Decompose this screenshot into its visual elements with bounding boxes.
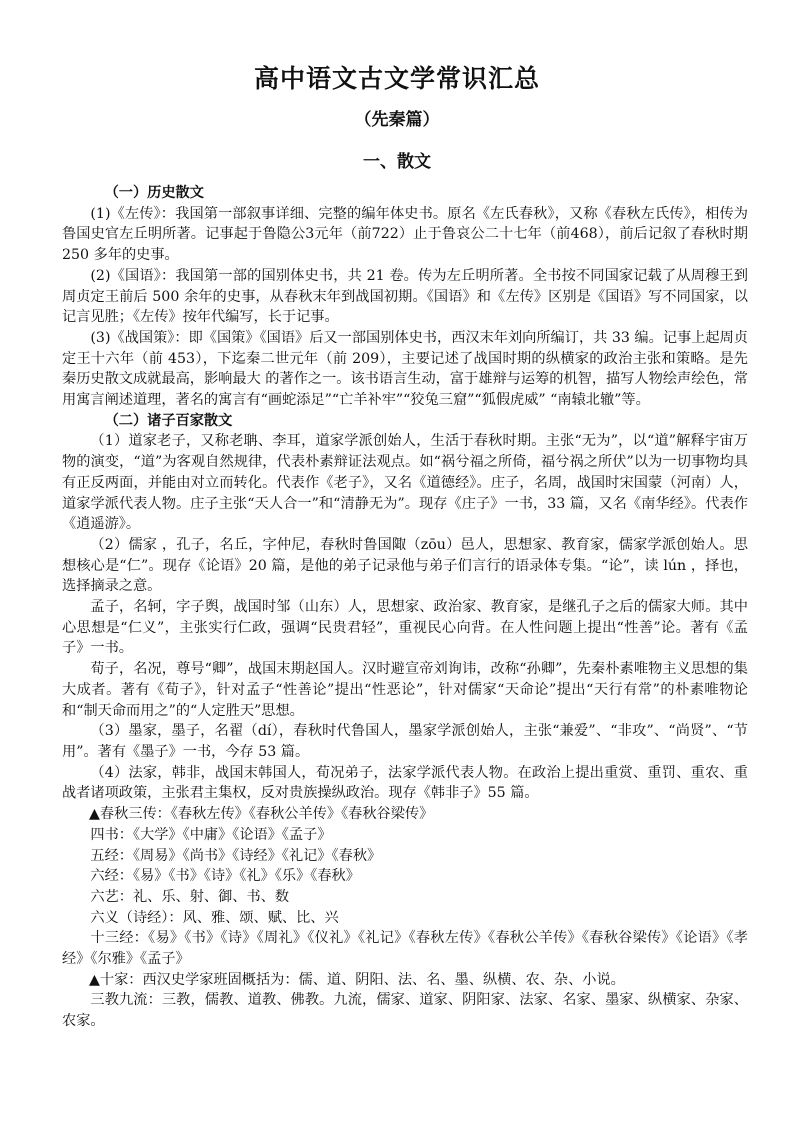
list-item-liuyi: 六艺：礼、乐、射、御、书、数 (90, 888, 290, 905)
paragraph-zhanguoce: (3)《战国策》：即《国策》《国语》后又一部国别体史书，西汉末年刘向所编订，共 33 编。记事上起周贞定王十六年（前 453），下迄秦二世元年（前 209），主要记述了战国时期的纵横家的政治主张和策略。是先秦历史散文成就最高，影响最大 的著作之一。该书语言生动，富于雄辩与运筹的机智，描写人物绘声绘色，常用寓言阐述道理，著名的寓言有“画蛇添足”“亡羊补牢”“狡兔三窟”“狐假虎威” “南辕北辙”等。 (62, 329, 748, 409)
list-item-liujing: 六经：《易》《书》《诗》《礼》《乐》《春秋》 (90, 868, 360, 885)
list-item-sishu: 四书：《大学》《中庸》《论语》《孟子》 (90, 826, 332, 843)
list-item-sanjiao-jiuliu: 三教九流：三教，儒教、道教、佛教。九流，儒家、道家、阴阳家、法家、名家、墨家、纵横家、杂家、农家。 (62, 992, 748, 1030)
document-title: 高中语文古文学常识汇总 (253, 64, 540, 93)
list-item-wujing: 五经：《周易》《尚书》《诗经》《礼记》《春秋》 (90, 847, 382, 864)
paragraph-rujia: （2）儒家 ，孔子，名丘，字仲尼，春秋时鲁国陬（zōu）邑人，思想家、教育家，儒家学派创始人。思想核心是“仁”。现存《论语》20 篇，是他的弟子记录他与弟子们言行的语录体专集。“论”，读 lún ，择也，选择摘录之意。 (62, 536, 748, 595)
list-item-chunqiu-sanzhuan: ▲春秋三传：《春秋左传》《春秋公羊传》《春秋谷梁传》 (88, 806, 434, 823)
paragraph-xunzi: 荀子，名况，尊号“卿”，战国末期赵国人。汉时避宣帝刘询讳，改称“孙卿”，先秦朴素唯物主义思想的集大成者。著有《荀子》，针对孟子“性善论”提出“性恶论”，针对儒家“天命论”提出“天行有常”的朴素唯物论和“制天命而用之”的“人定胜天”思想。 (62, 661, 748, 719)
document-subtitle: （先秦篇） (354, 110, 440, 130)
section-heading: 一、散文 (363, 152, 431, 172)
list-item-shisanjing: 十三经：《易》《书》《诗》《周礼》《仪礼》《礼记》《春秋左传》《春秋公羊传》《春秋谷梁传》《论语》《孝经》《尔雅》《孟子》 (62, 930, 748, 968)
list-item-liuyi-shijing: 六义（诗经）：风、雅、颂、赋、比、兴 (90, 909, 339, 926)
document-body (62, 183, 748, 1032)
subsection-heading-history: （一）历史散文 (104, 185, 204, 201)
list-item-shijia: ▲十家：西汉史学家班固概括为：儒、道、阴阳、法、名、墨、纵横、农、杂、小说。 (88, 971, 625, 988)
paragraph-fajia: （4）法家，韩非，战国末韩国人，荀况弟子，法家学派代表人物。在政治上提出重赏、重罚、重农、重战者诸项政策，主张君主集权，反对贵族操纵政治。现存《韩非子》55 篇。 (62, 764, 748, 802)
paragraph-guoyu: (2)《国语》：我国第一部的国别体史书，共 21 卷。传为左丘明所著。全书按不同国家记载了从周穆王到周贞定王前后 500 余年的史事，从春秋末年到战国初期。《国语》和《左传》区别是《国语》写不同国家，以记言见胜；《左传》按年代编写，长于记事。 (62, 267, 748, 326)
paragraph-mengzi: 孟子，名轲，字子舆，战国时邹（山东）人，思想家、政治家、教育家，是继孔子之后的儒家大师。其中心思想是“仁义”，主张实行仁政，强调“民贵君轻”，重视民心向背。在人性问题上提出“性善”论。著有《孟子》一书。 (62, 599, 748, 657)
paragraph-zuozhuan: (1)《左传》：我国第一部叙事详细、完整的编年体史书。原名《左氏春秋》，又称《春秋左氏传》，相传为鲁国史官左丘明所著。记事起于鲁隐公3元年（前722）止于鲁哀公二十七年（前468），前后记叙了春秋时期 250 多年的史事。 (62, 205, 748, 264)
paragraph-daojia: （1）道家老子，又称老聃、李耳，道家学派创始人，生活于春秋时期。主张“无为”，以“道”解释宇宙万物的演变，“道”为客观自然规律，代表朴素辩证法观点。如“祸兮福之所倚，福兮祸之所伏”以为一切事物均具有正反两面，并能由对立而转化。代表作《老子》，又名《道德经》。庄子，名周，战国时宋国蒙（河南）人，道家学派代表人物。庄子主张“天人合一”和“清静无为”。现存《庄子》一书，33 篇，又名《南华经》。代表作《逍遥游》。 (62, 433, 748, 533)
paragraph-mojia: （3）墨家，墨子，名翟（dí），春秋时代鲁国人，墨家学派创始人，主张“兼爱”、“非攻”、“尚贤”、“节用”。著有《墨子》一书，今存 53 篇。 (62, 723, 748, 760)
subsection-heading-zhuzi: （二）诸子百家散文 (104, 412, 233, 429)
